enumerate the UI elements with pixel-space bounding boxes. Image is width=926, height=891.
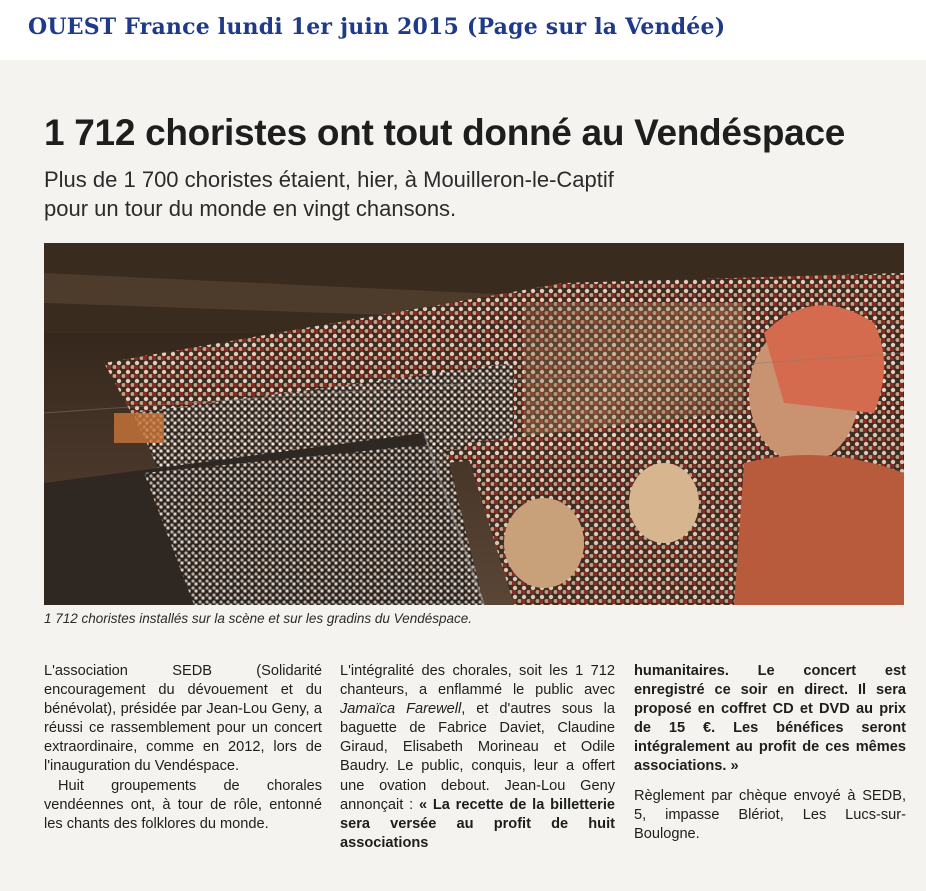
article-headline: 1 712 choristes ont tout donné au Vendéspace xyxy=(44,112,846,153)
choir-photo xyxy=(44,243,904,605)
column-1-paragraph-1: L'association SEDB (Solidarité encouragement du dévouement et du bénévolat), présidée par Jean-Lou Geny, a réussi ce rassemblement pour un concert extraordinaire, comme en 2012, lors de l'inauguration du Vendéspace. xyxy=(44,663,322,775)
article-column-3 xyxy=(634,662,906,844)
column-3-paragraph-2: Règlement par chèque envoyé à SEDB, 5, impasse Blériot, Les Lucs-sur-Boulogne. xyxy=(634,787,906,842)
column-2-text-a: L'intégralité des chorales, soit les 1 712 chanteurs, a enflammé le public avec xyxy=(340,663,615,699)
column-2-quote: « La recette de la billetterie sera versée au profit de huit associations xyxy=(340,796,615,851)
article-column-2 xyxy=(340,662,615,853)
column-3-quote: humanitaires. Le concert est enregistré ce soir en direct. Il sera proposé en coffret CD et DVD au prix de 15 €. Les bénéfices seront intégralement au profit de ces mêmes associations. » xyxy=(634,663,906,775)
column-2-text-b: , et d'autres sous la baguette de Fabrice Daviet, Claudine Giraud, Elisabeth Morineau et Odile Baudry. Le public, conquis, leur a offert une ovation debout. Jean-Lou Geny annonçait : xyxy=(340,701,615,813)
article-subhead xyxy=(44,165,614,223)
subhead-line-1: Plus de 1 700 choristes étaient, hier, à Mouilleron-le-Captif xyxy=(44,167,614,192)
column-1-paragraph-2: Huit groupements de chorales vendéennes ont, à tour de rôle, entonné les chants des folklores du monde. xyxy=(44,777,322,832)
masthead-title: OUEST France lundi 1er juin 2015 (Page sur la Vendée) xyxy=(28,14,726,40)
article-column-1 xyxy=(44,662,322,834)
column-2-paragraph xyxy=(340,662,615,853)
song-title: Jamaïca Farewell xyxy=(340,701,462,718)
photo-caption: 1 712 choristes installés sur la scène et sur les gradins du Vendéspace. xyxy=(44,611,472,626)
subhead-line-2: pour un tour du monde en vingt chansons. xyxy=(44,196,457,221)
